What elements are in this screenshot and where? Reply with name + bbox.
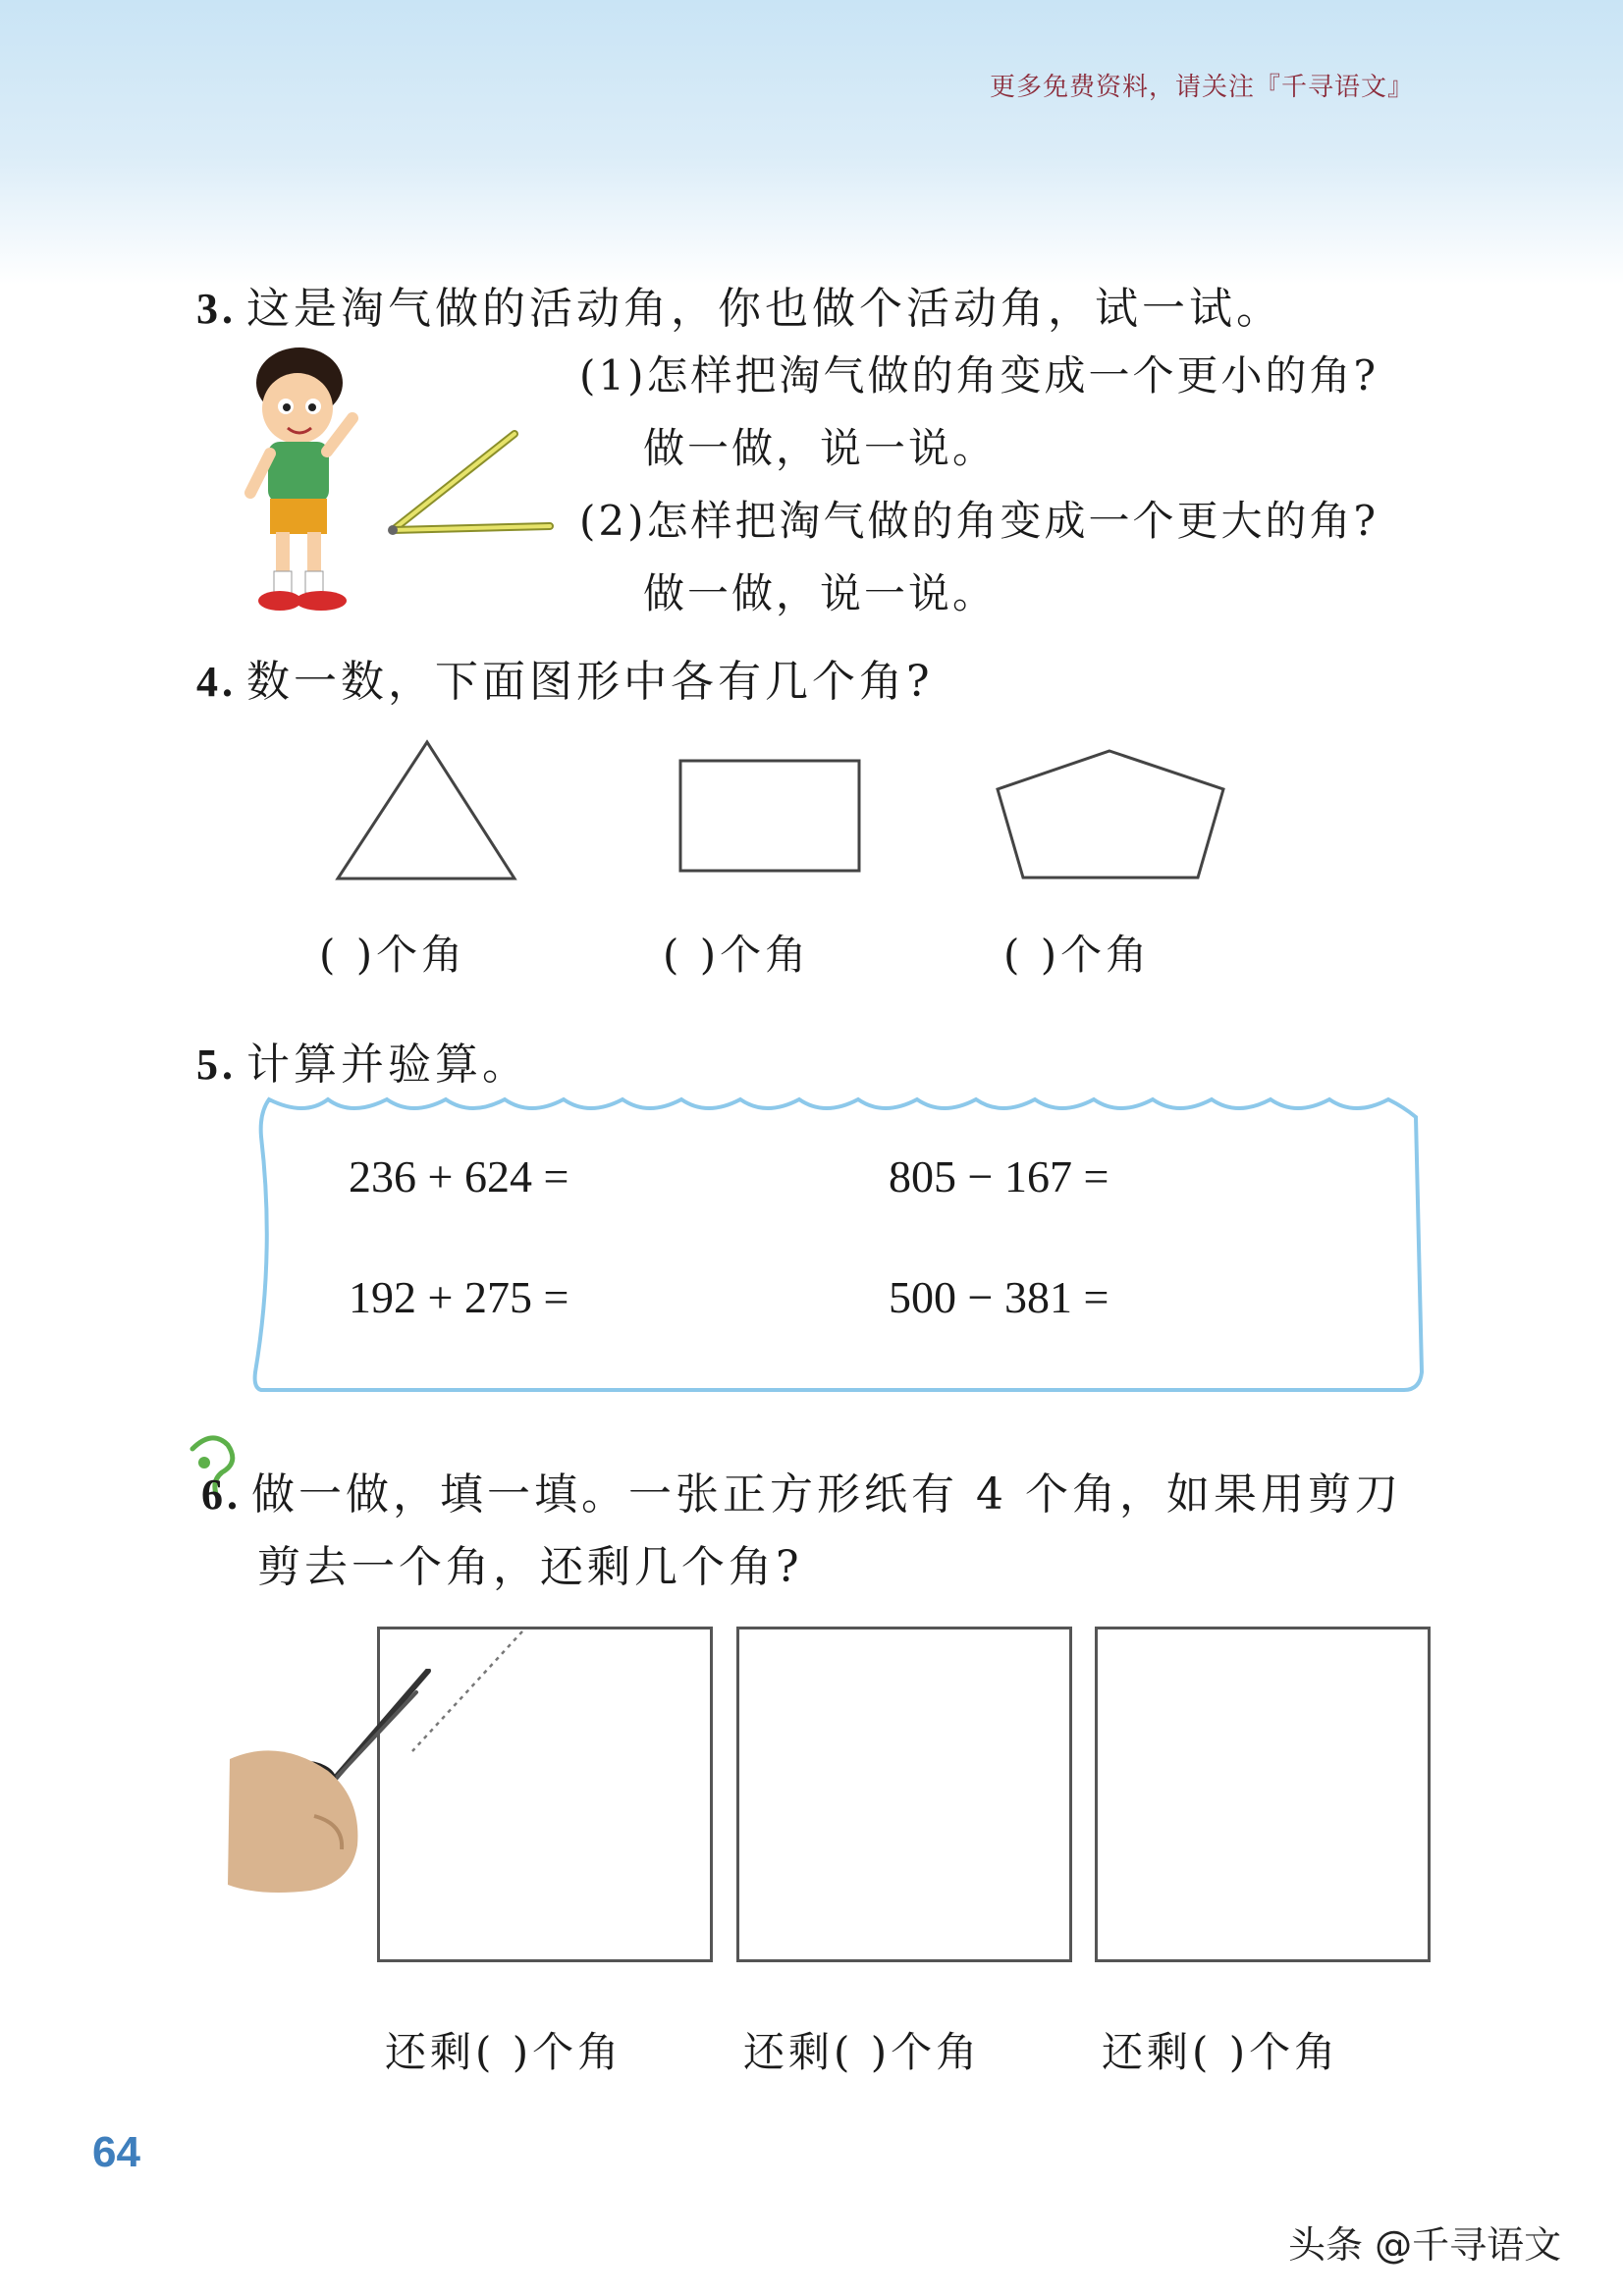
paper-square-2 — [736, 1627, 1072, 1962]
paper-square-3 — [1095, 1627, 1431, 1962]
question-3-title — [196, 273, 1283, 336]
watermark: 头条 @千寻语文 — [1288, 2223, 1562, 2267]
triangle-shape — [334, 738, 520, 885]
question-6-title — [201, 1459, 1402, 1522]
promo-text: 更多免费资料，请关注『千寻语文』 — [990, 73, 1415, 102]
equation-subtraction-2: 500 − 381 = — [889, 1272, 1109, 1322]
scissors-hand-icon — [220, 1669, 436, 1904]
pentagon-shape — [994, 746, 1229, 883]
equation-addition-1: 236 + 624 = — [349, 1151, 569, 1201]
question-number: 5. — [196, 1041, 237, 1089]
remaining-angles-answer-3[interactable]: 还剩( )个角 — [1102, 2028, 1340, 2076]
rectangle-shape — [677, 758, 862, 876]
angle-count-answer-pentagon[interactable]: ( )个角 — [1003, 931, 1152, 979]
adjustable-angle — [385, 424, 562, 542]
calculation-frame — [245, 1078, 1434, 1402]
question-text: 这是淘气做的活动角，你也做个活动角，试一试。 — [246, 284, 1283, 334]
question-3-sub1-instruction: 做一做，说一说。 — [643, 424, 998, 472]
question-number: 3. — [196, 285, 237, 333]
question-number: 4. — [196, 658, 237, 706]
question-text: 做一做，填一填。一张正方形纸有 4 个角，如果用剪刀 — [251, 1469, 1402, 1520]
angle-count-answer-rectangle[interactable]: ( )个角 — [663, 931, 811, 979]
question-3-sub2-instruction: 做一做，说一说。 — [643, 569, 998, 617]
question-text: 计算并验算。 — [246, 1040, 529, 1090]
question-number: 6. — [201, 1470, 242, 1519]
question-3-sub1: (1)怎样把淘气做的角变成一个更小的角? — [579, 351, 1380, 400]
question-text: 数一数，下面图形中各有几个角? — [246, 657, 934, 707]
question-4-title — [196, 646, 934, 709]
angle-count-answer-triangle[interactable]: ( )个角 — [319, 931, 467, 979]
boy-illustration — [231, 344, 368, 628]
question-6-text-line2: 剪去一个角，还剩几个角? — [257, 1542, 803, 1592]
question-3-sub2: (2)怎样把淘气做的角变成一个更大的角? — [579, 497, 1380, 545]
header-band — [0, 0, 1623, 285]
equation-addition-2: 192 + 275 = — [349, 1272, 569, 1322]
page-number: 64 — [92, 2128, 140, 2176]
remaining-angles-answer-2[interactable]: 还剩( )个角 — [743, 2028, 982, 2076]
remaining-angles-answer-1[interactable]: 还剩( )个角 — [385, 2028, 623, 2076]
equation-subtraction-1: 805 − 167 = — [889, 1151, 1109, 1201]
